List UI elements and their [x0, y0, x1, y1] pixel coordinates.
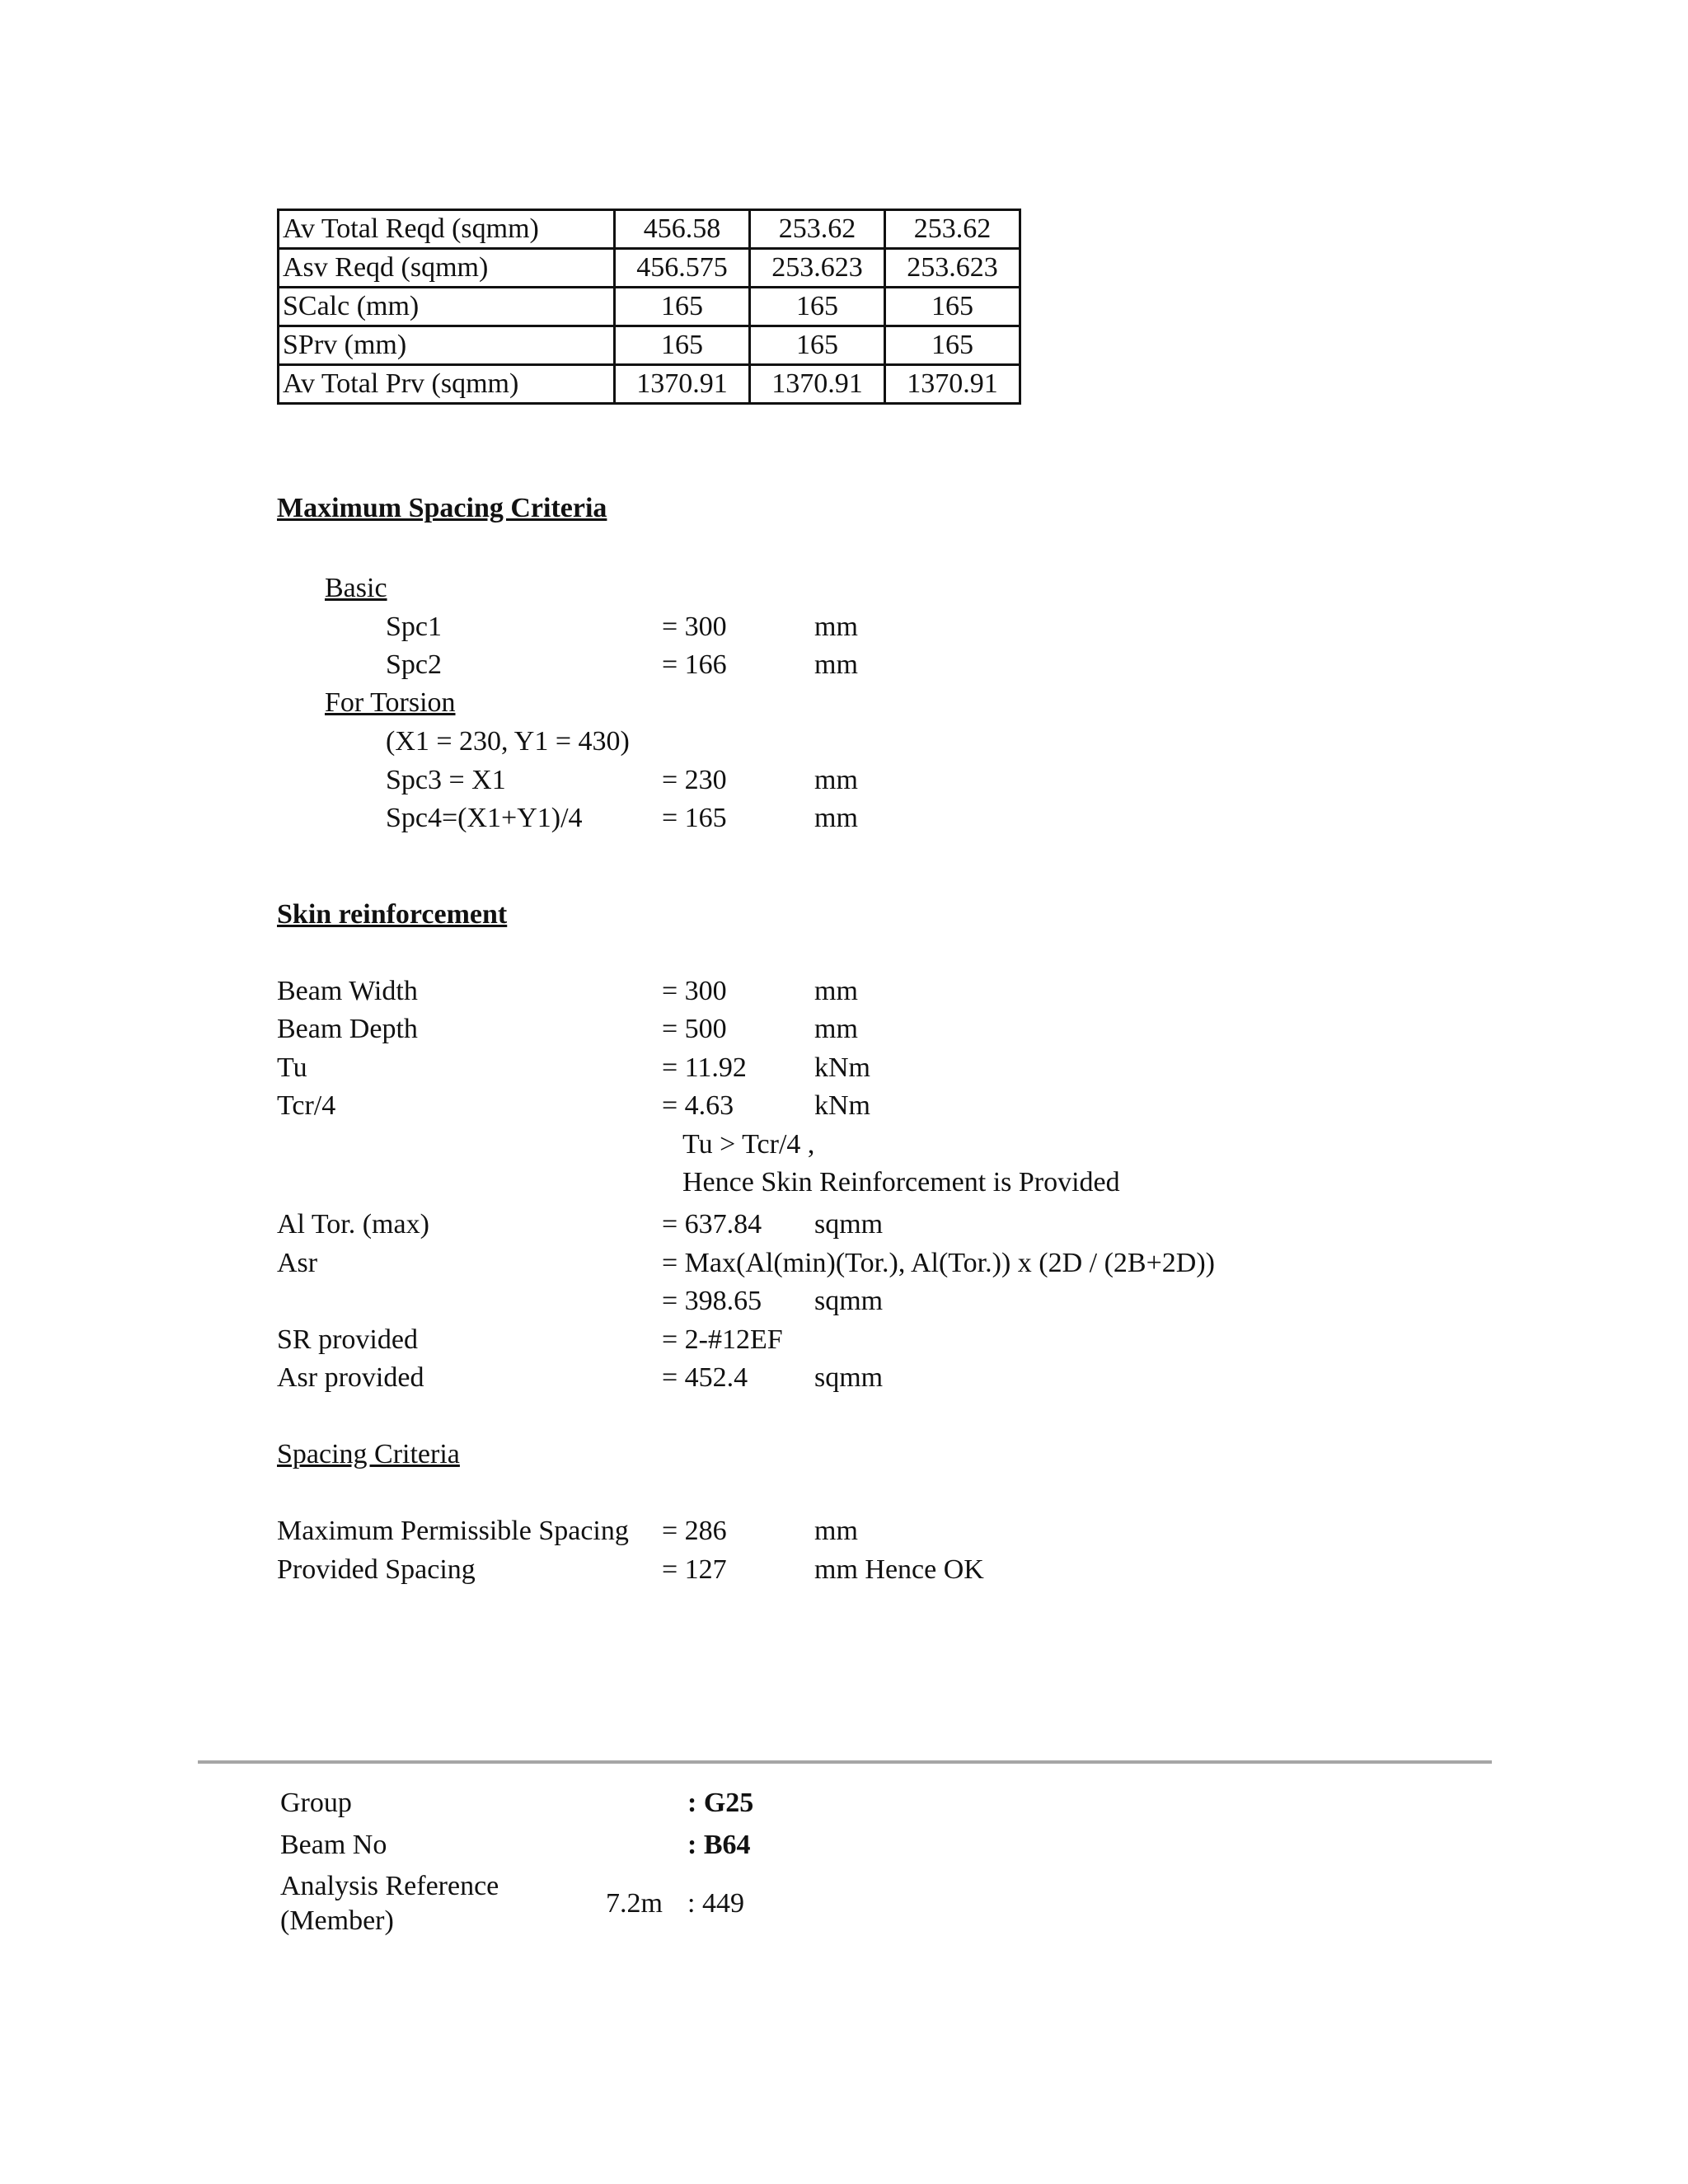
row-label: SCalc (mm) [279, 288, 615, 326]
table-row [279, 326, 1020, 365]
analysis-reference-label: Analysis Reference [280, 1871, 499, 1901]
spc1-label: Spc1 [386, 612, 442, 642]
sr-provided-value: = 2-#12EF [662, 1324, 783, 1355]
section-divider [198, 1760, 1492, 1764]
spc4-value: = 165 [662, 803, 727, 833]
beam-width-label: Beam Width [277, 976, 418, 1006]
beam-depth-value: = 500 [662, 1014, 727, 1044]
beam-width-value: = 300 [662, 976, 727, 1006]
torsion-check-text: Tu > Tcr/4 , [682, 1129, 815, 1160]
torsion-check-conclusion: Hence Skin Reinforcement is Provided [682, 1167, 1120, 1197]
table-cell: 165 [750, 326, 885, 365]
table-row [279, 210, 1020, 249]
reinforcement-results-table [277, 209, 1021, 405]
row-label: SPrv (mm) [279, 326, 615, 365]
tcr-value: = 4.63 [662, 1090, 734, 1121]
tu-value: = 11.92 [662, 1052, 747, 1083]
spc2-value: = 166 [662, 649, 727, 680]
spc4-label: Spc4=(X1+Y1)/4 [386, 803, 583, 833]
max-spacing-heading: Maximum Spacing Criteria [277, 493, 607, 523]
table-cell: 253.623 [885, 249, 1020, 288]
spc2-label: Spc2 [386, 649, 442, 680]
table-cell: 1370.91 [615, 365, 750, 404]
row-label: Asv Reqd (sqmm) [279, 249, 615, 288]
beam-width-unit: mm [814, 976, 858, 1006]
tu-unit: kNm [814, 1052, 870, 1083]
spc3-unit: mm [814, 765, 858, 795]
asr-unit: sqmm [814, 1286, 884, 1316]
asr-provided-unit: sqmm [814, 1362, 884, 1393]
al-tor-unit: sqmm [814, 1209, 884, 1240]
table-row [279, 249, 1020, 288]
sr-provided-label: SR provided [277, 1324, 418, 1355]
table-cell: 456.58 [615, 210, 750, 249]
table-cell: 456.575 [615, 249, 750, 288]
asr-provided-label: Asr provided [277, 1362, 424, 1393]
beam-length: 7.2m [606, 1888, 663, 1919]
group-value: : G25 [687, 1788, 754, 1818]
provided-spacing-label: Provided Spacing [277, 1554, 476, 1585]
al-tor-label: Al Tor. (max) [277, 1209, 429, 1240]
analysis-reference-sublabel: (Member) [280, 1905, 394, 1936]
provided-spacing-unit: mm Hence OK [814, 1554, 984, 1585]
asr-provided-value: = 452.4 [662, 1362, 748, 1393]
spc2-unit: mm [814, 649, 858, 680]
row-label: Av Total Prv (sqmm) [279, 365, 615, 404]
table-row [279, 288, 1020, 326]
spc1-unit: mm [814, 612, 858, 642]
table-cell: 165 [615, 326, 750, 365]
beam-depth-unit: mm [814, 1014, 858, 1044]
table-cell: 253.623 [750, 249, 885, 288]
table-cell: 1370.91 [885, 365, 1020, 404]
table-cell: 165 [885, 326, 1020, 365]
asr-value: = 398.65 [662, 1286, 762, 1316]
tcr-label: Tcr/4 [277, 1090, 336, 1121]
spc3-label: Spc3 = X1 [386, 765, 506, 795]
beam-no-label: Beam No [280, 1830, 387, 1860]
asr-label: Asr [277, 1248, 318, 1278]
asr-formula: = Max(Al(min)(Tor.), Al(Tor.)) x (2D / (2B+2D)) [662, 1248, 1215, 1278]
spc4-unit: mm [814, 803, 858, 833]
max-permissible-spacing-label: Maximum Permissible Spacing [277, 1516, 629, 1546]
table-cell: 1370.91 [750, 365, 885, 404]
table-cell: 253.62 [750, 210, 885, 249]
spacing-criteria-heading: Spacing Criteria [277, 1439, 460, 1469]
tu-label: Tu [277, 1052, 307, 1083]
analysis-reference-value: : 449 [687, 1888, 744, 1919]
table-cell: 165 [615, 288, 750, 326]
table-cell: 165 [885, 288, 1020, 326]
tcr-unit: kNm [814, 1090, 870, 1121]
max-permissible-spacing-value: = 286 [662, 1516, 727, 1546]
table-cell: 253.62 [885, 210, 1020, 249]
torsion-dimensions: (X1 = 230, Y1 = 430) [386, 726, 630, 757]
spc1-value: = 300 [662, 612, 727, 642]
table-cell: 165 [750, 288, 885, 326]
spc3-value: = 230 [662, 765, 727, 795]
max-permissible-spacing-unit: mm [814, 1516, 858, 1546]
beam-depth-label: Beam Depth [277, 1014, 418, 1044]
table-row [279, 365, 1020, 404]
beam-no-value: : B64 [687, 1830, 751, 1860]
torsion-subheading: For Torsion [325, 687, 456, 718]
basic-subheading: Basic [325, 573, 387, 603]
provided-spacing-value: = 127 [662, 1554, 727, 1585]
al-tor-value: = 637.84 [662, 1209, 762, 1240]
skin-reinforcement-heading: Skin reinforcement [277, 899, 508, 930]
row-label: Av Total Reqd (sqmm) [279, 210, 615, 249]
group-label: Group [280, 1788, 352, 1818]
